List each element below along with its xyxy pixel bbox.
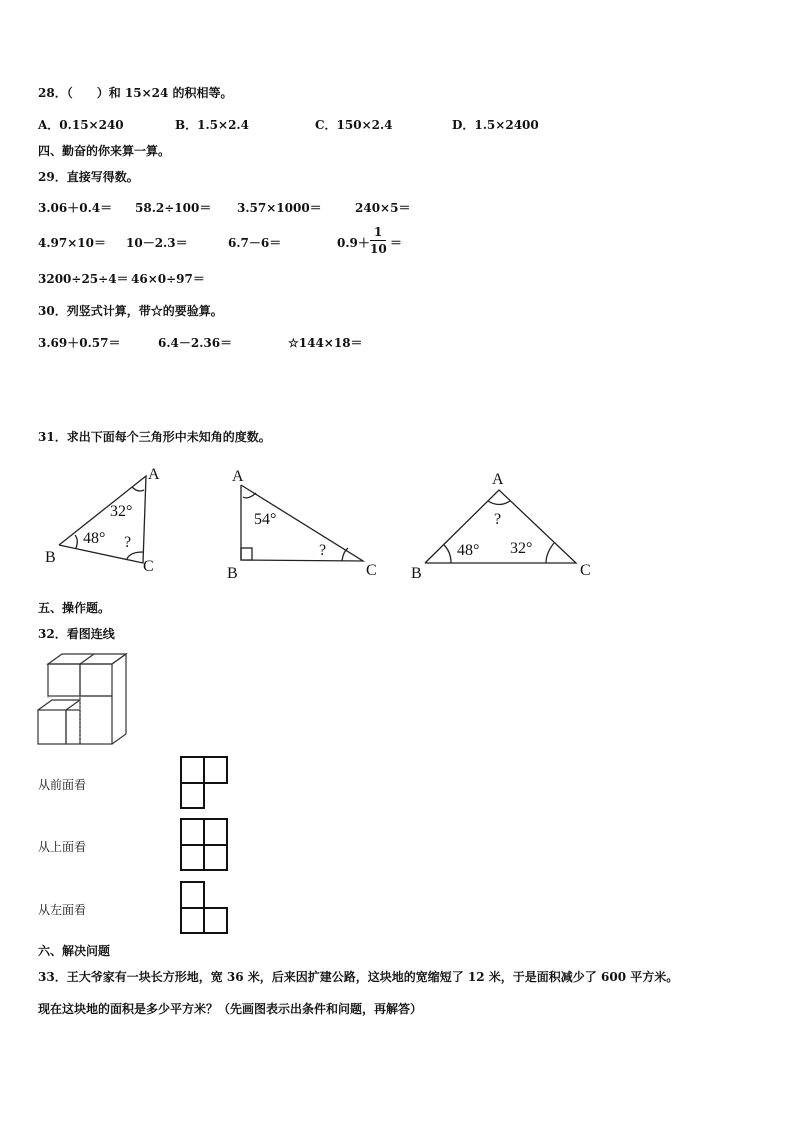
tri2-angle-a: 54° — [254, 511, 277, 528]
q33-line2: 现在这块地的面积是多少平方米？（先画图表示出条件和问题，再解答） — [38, 1002, 423, 1016]
tri2-label-b: B — [227, 565, 238, 582]
tri2-label-a: A — [232, 468, 244, 485]
q32-title: 32．看图连线 — [38, 627, 115, 641]
tri2-label-c: C — [366, 562, 377, 579]
tri1-label-b: B — [45, 549, 56, 566]
q30-item-1: 3.69＋0.57＝ — [38, 336, 121, 350]
q30-title: 30．列竖式计算，带☆的要验算。 — [38, 304, 223, 318]
section4-title: 四、勤奋的你来算一算。 — [38, 144, 171, 158]
q29-r1-1: 3.06＋0.4＝ — [38, 201, 113, 215]
q31-title: 31．求出下面每个三角形中未知角的度数。 — [38, 430, 271, 444]
q29-r2-4-suffix: ＝ — [390, 236, 403, 250]
tri3-label-a: A — [492, 471, 504, 488]
tri3-angle-c: 32° — [510, 540, 533, 557]
tri1-label-c: C — [143, 558, 154, 575]
tri3-angle-b: 48° — [457, 542, 480, 559]
q28-stem: 28．（ ）和 15×24 的积相等。 — [38, 86, 233, 100]
q29-fraction — [370, 225, 386, 256]
triangle-1 — [59, 476, 146, 563]
fraction-denominator: 10 — [370, 242, 387, 256]
cube-stack-figure — [38, 650, 138, 750]
fraction-numerator: 1 — [373, 225, 383, 239]
tri1-angle-c: ? — [124, 534, 132, 551]
q30-item-3: ☆144×18＝ — [288, 336, 363, 350]
tri1-angle-a: 32° — [110, 503, 133, 520]
view-shape-2 — [180, 818, 230, 872]
q30-item-2: 6.4－2.36＝ — [158, 336, 233, 350]
tri2-angle-c: ? — [319, 542, 327, 559]
label-top-view: 从上面看 — [38, 840, 87, 854]
q33-line1: 33．王大爷家有一块长方形地，宽 36 米，后来因扩建公路，这块地的宽缩短了 12 米，于是面积减少了 600 平方米。 — [38, 970, 679, 984]
label-left-view: 从左面看 — [38, 903, 87, 917]
tri3-label-b: B — [411, 565, 422, 582]
q28-option-a: A．0.15×240 — [38, 118, 124, 132]
q29-title: 29．直接写得数。 — [38, 170, 139, 184]
q29-r3-2: 46×0÷97＝ — [131, 272, 205, 286]
view-shape-1 — [180, 756, 230, 810]
q28-option-d: D．1.5×2400 — [452, 118, 539, 132]
q29-r1-2: 58.2÷100＝ — [135, 201, 212, 215]
q29-r2-4-prefix: 0.9＋ — [337, 236, 370, 250]
section5-title: 五、操作题。 — [38, 601, 111, 615]
q29-r1-3: 3.57×1000＝ — [237, 201, 322, 215]
label-front-view: 从前面看 — [38, 778, 87, 792]
q28-option-c: C．150×2.4 — [315, 118, 393, 132]
q29-r1-4: 240×5＝ — [355, 201, 411, 215]
tri3-angle-a: ? — [494, 511, 502, 528]
triangle-2 — [241, 485, 363, 561]
view-shape-3 — [180, 881, 230, 935]
q29-r2-3: 6.7－6＝ — [228, 236, 282, 250]
tri1-angle-b: 48° — [83, 530, 106, 547]
q29-r2-1: 4.97×10＝ — [38, 236, 106, 250]
q29-r3-1: 3200÷25÷4＝ — [38, 272, 129, 286]
tri1-label-a: A — [148, 466, 160, 483]
fraction-bar — [370, 240, 386, 241]
q28-option-b: B．1.5×2.4 — [175, 118, 249, 132]
tri3-label-c: C — [580, 562, 591, 579]
q29-r2-2: 10－2.3＝ — [126, 236, 188, 250]
triangle-3 — [425, 490, 576, 563]
section6-title: 六、解决问题 — [38, 944, 111, 958]
